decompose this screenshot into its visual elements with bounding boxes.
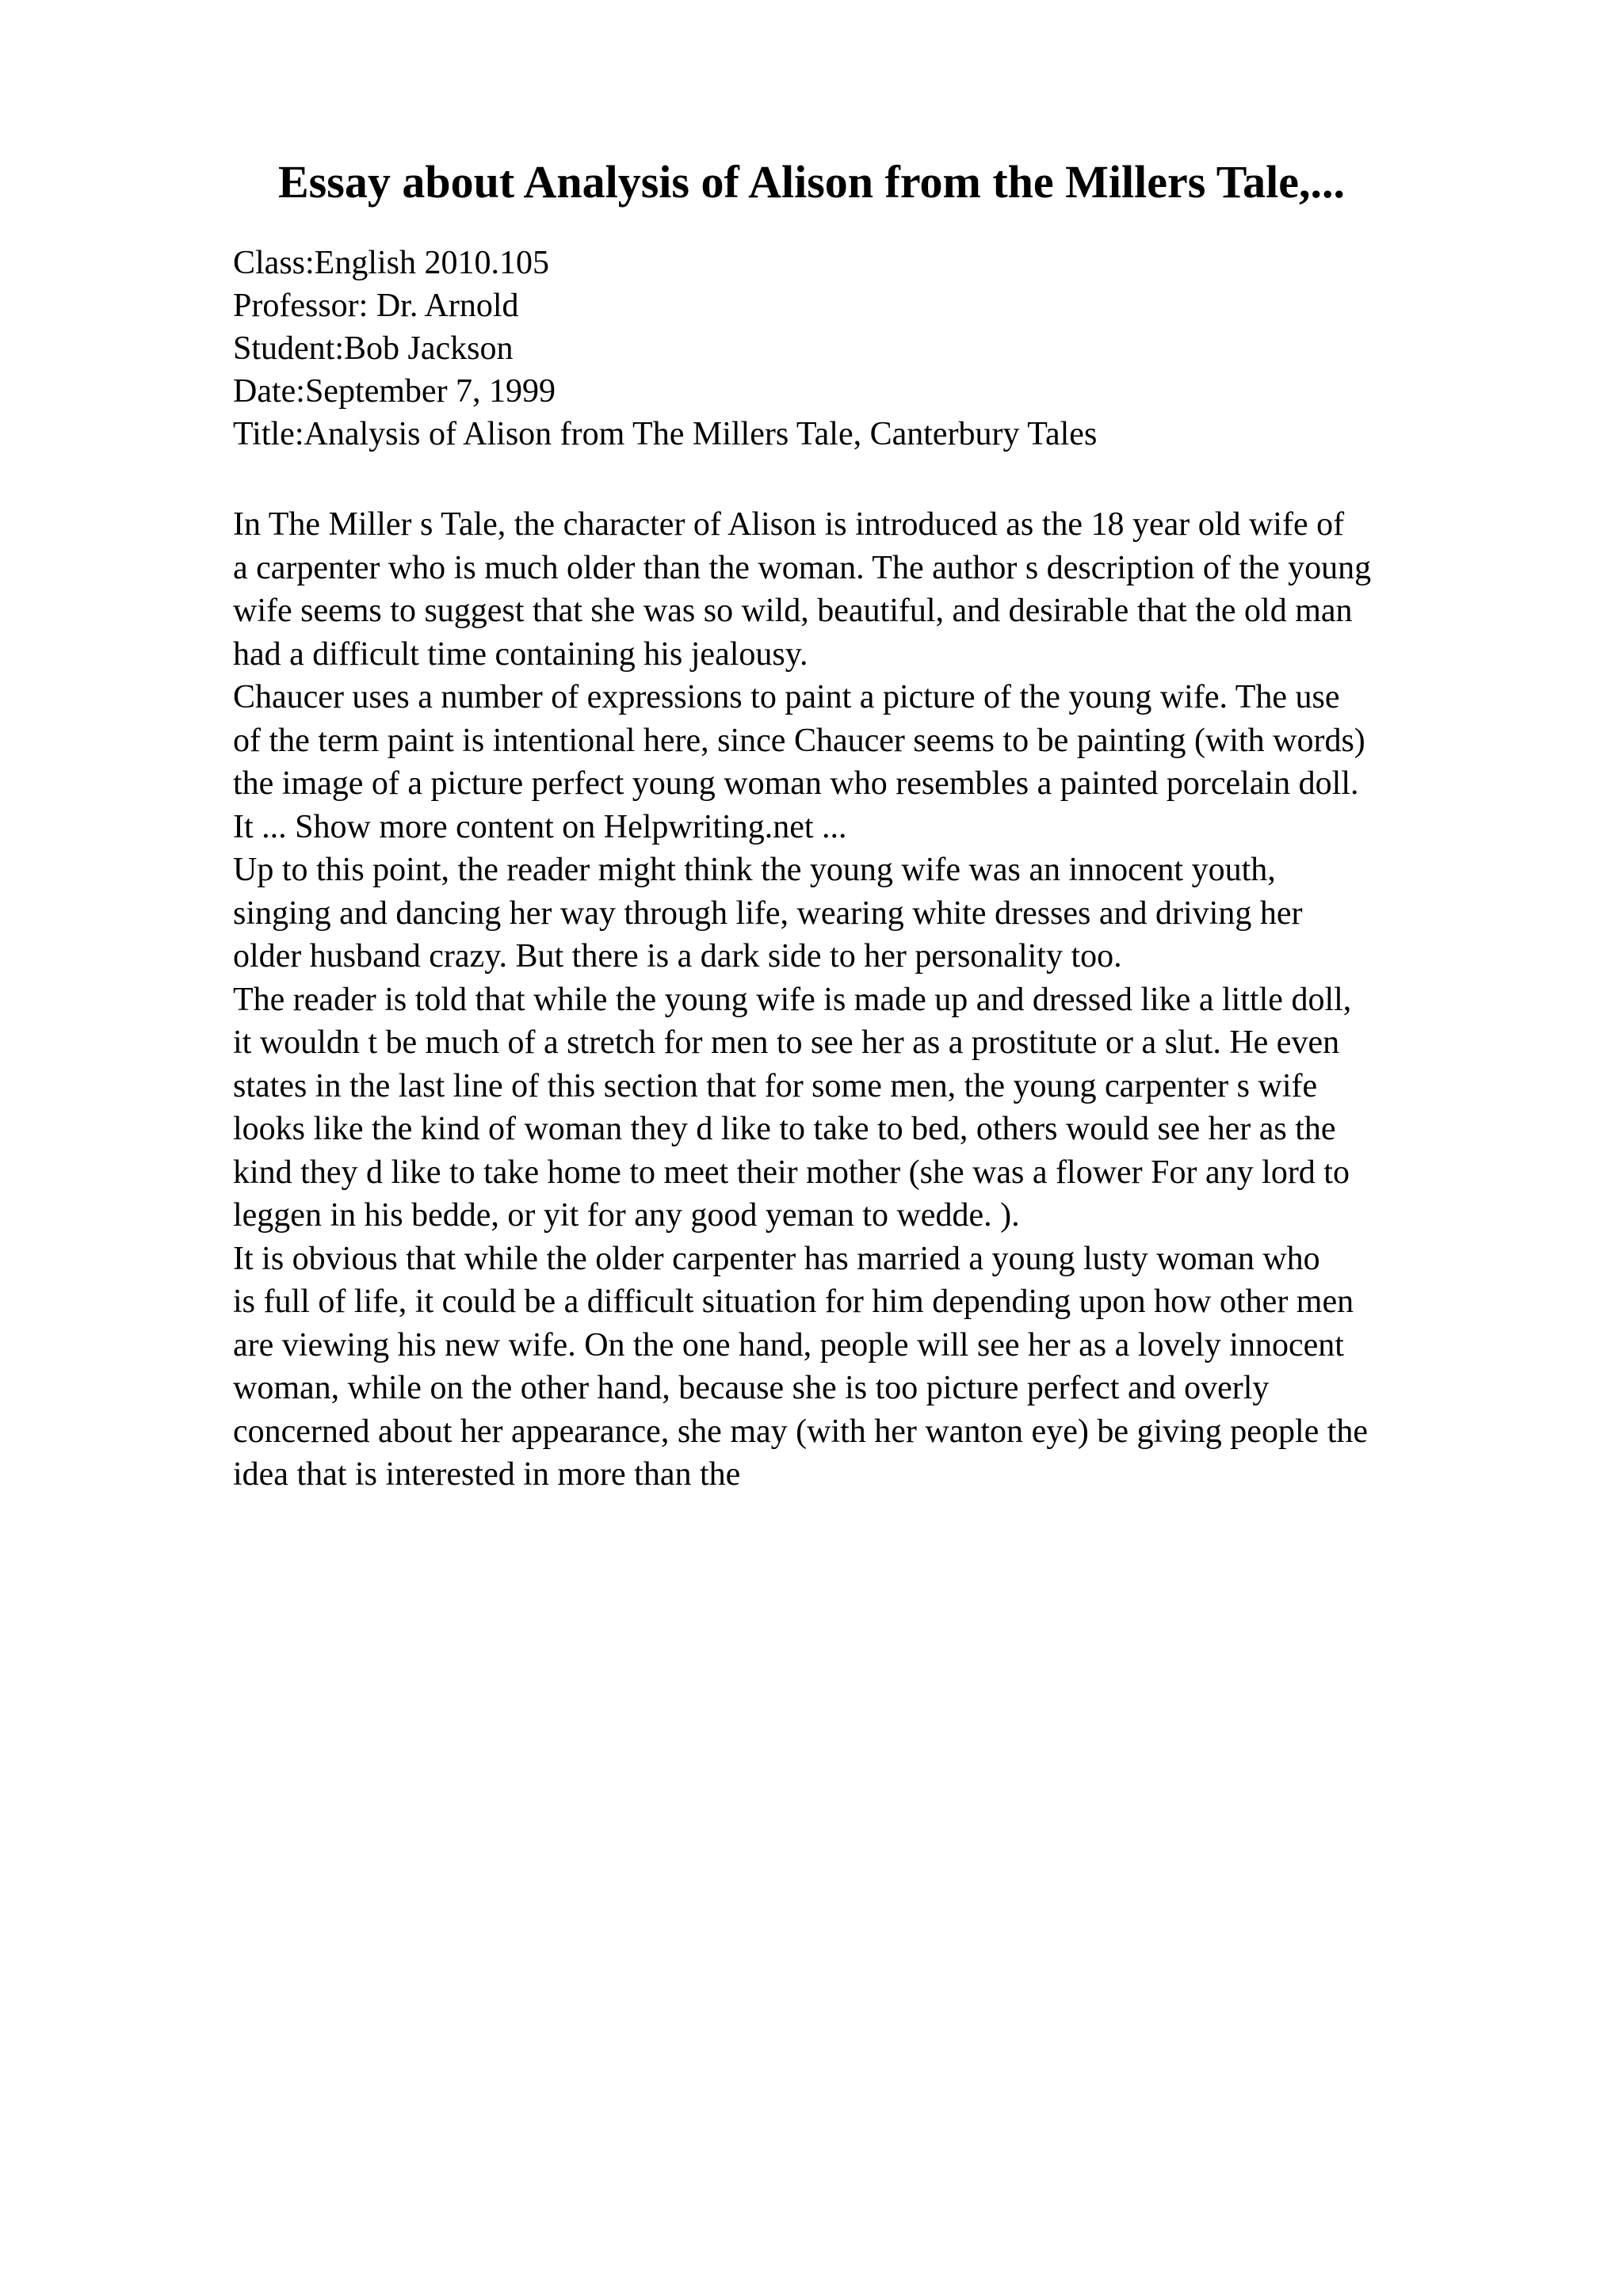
class-line: Class:English 2010.105	[233, 245, 550, 281]
body-line: singing and dancing her way through life, wearing white dresses and driving her	[233, 894, 1303, 932]
body-line: the image of a picture perfect young woman who resembles a painted porcelain doll.	[233, 765, 1359, 802]
body-line: It is obvious that while the older carpenter has married a young lusty woman who	[233, 1240, 1320, 1277]
professor-line: Professor: Dr. Arnold	[233, 288, 519, 324]
date-line: Date:September 7, 1999	[233, 373, 556, 410]
body-line: it wouldn t be much of a stretch for men to see her as a prostitute or a slut. He even	[233, 1024, 1340, 1061]
body-line: is full of life, it could be a difficult situation for him depending upon how other men	[233, 1283, 1354, 1320]
body-line: older husband crazy. But there is a dark side to her personality too.	[233, 938, 1122, 974]
show-more-line: It ... Show more content on Helpwriting.net ...	[233, 808, 847, 845]
body-line: woman, while on the other hand, because she is too picture perfect and overly	[233, 1370, 1270, 1406]
body-line: Chaucer uses a number of expressions to paint a picture of the young wife. The use	[233, 679, 1340, 715]
body-line: Up to this point, the reader might think the young wife was an innocent youth,	[233, 852, 1276, 888]
body-line: a carpenter who is much older than the woman. The author s description of the young	[233, 549, 1372, 586]
body-line: In The Miller s Tale, the character of Alison is introduced as the 18 year old wife of	[233, 506, 1345, 543]
body-line: concerned about her appearance, she may (with her wanton eye) be giving people the	[233, 1413, 1369, 1450]
body-line: are viewing his new wife. On the one hand, people will see her as a lovely innocent	[233, 1326, 1344, 1363]
essay-body	[233, 503, 1501, 1497]
essay-title-line: Title:Analysis of Alison from The Millers Tale, Canterbury Tales	[233, 416, 1098, 452]
body-line: The reader is told that while the young wife is made up and dressed like a little doll,	[233, 981, 1352, 1018]
body-line: states in the last line of this section that for some men, the young carpenter s wife	[233, 1067, 1318, 1104]
body-line: kind they d like to take home to meet their mother (she was a flower For any lord to	[233, 1154, 1350, 1191]
body-line: looks like the kind of woman they d like to take to bed, others would see her as the	[233, 1111, 1336, 1147]
document-title: Essay about Analysis of Alison from the Millers Tale,...	[278, 156, 1345, 208]
student-line: Student:Bob Jackson	[233, 330, 514, 367]
essay-header-block	[233, 242, 1501, 456]
body-line: wife seems to suggest that she was so wild, beautiful, and desirable that the old man	[233, 593, 1353, 629]
body-line: idea that is interested in more than the	[233, 1456, 741, 1493]
body-line: leggen in his bedde, or yit for any good yeman to wedde. ).	[233, 1197, 1020, 1234]
body-line: had a difficult time containing his jealousy.	[233, 635, 808, 673]
body-line: of the term paint is intentional here, since Chaucer seems to be painting (with words)	[233, 722, 1365, 759]
